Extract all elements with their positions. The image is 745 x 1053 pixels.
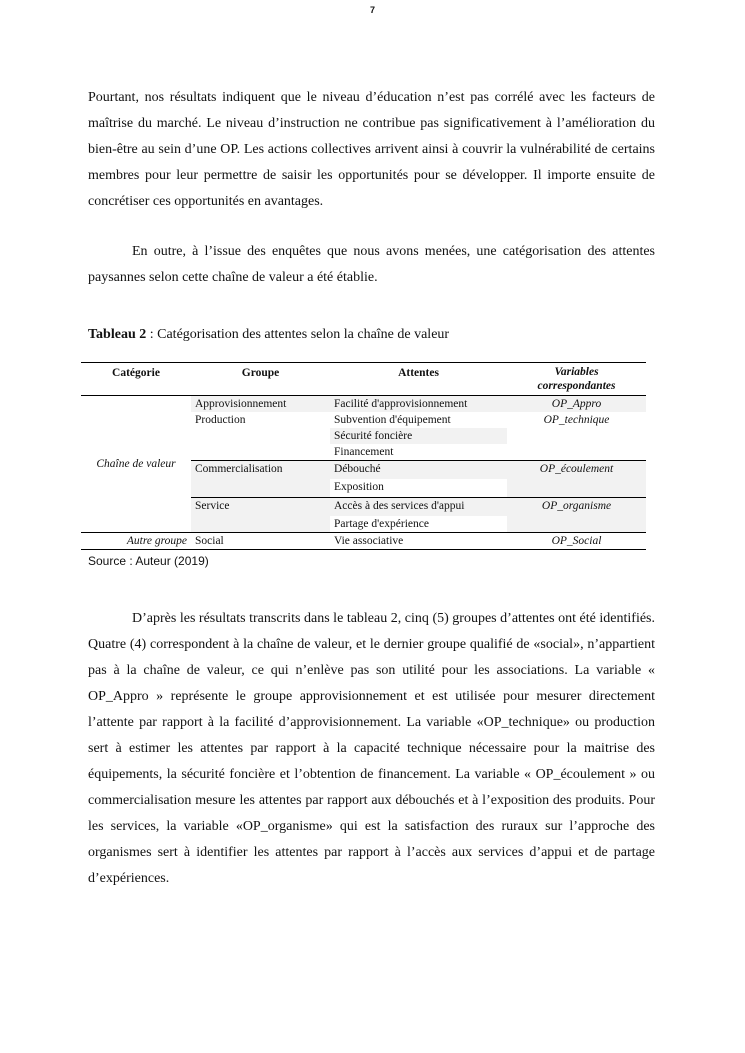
paragraph-2: En outre, à l’issue des enquêtes que nous avons menées, une catégorisation des attentes paysannes selon cette chaîne de valeur a été établie.: [88, 244, 655, 285]
paragraph-1: Pourtant, nos résultats indiquent que le niveau d’éducation n’est pas corrélé avec les facteurs de maîtrise du marché. Le niveau d’instruction ne contribue pas significativement à l’amélioration du bien-être au sein d’une OP. Les actions collectives arrivent ainsi à couvrir la vulnérabilité de certains membres pour leur permettre de saisir les opportunités pour se développer. Il importe ensuite de concrétiser ces opportunités en avantages.: [88, 90, 655, 209]
attente-service-2: Partage d'expérience: [330, 516, 507, 532]
groupe-appro: Approvisionnement: [191, 396, 330, 413]
header-variables: [507, 363, 646, 396]
table-header-row: [81, 363, 646, 396]
groupe-commercialisation: Commercialisation: [191, 461, 330, 498]
page-number: 7: [369, 5, 375, 15]
table-source: Source : Auteur (2019): [88, 554, 209, 568]
attente-commercialisation-1: Débouché: [330, 461, 507, 480]
variable-commercialisation: OP_écoulement: [507, 461, 646, 498]
groupe-service: Service: [191, 498, 330, 533]
attente-commercialisation-2: Exposition: [330, 479, 507, 498]
header-categorie: Catégorie: [81, 363, 191, 396]
expectations-table: [81, 362, 646, 550]
groupe-production: Production: [195, 414, 246, 426]
attente-social: Vie associative: [330, 533, 507, 550]
attente-production-2: Sécurité foncière: [330, 428, 507, 444]
header-variables-line2: correspondantes: [537, 380, 616, 392]
attente-production-1: Subvention d'équipement: [334, 414, 451, 426]
attente-appro: Facilité d'approvisionnement: [330, 396, 507, 413]
table-row: [81, 533, 646, 550]
header-groupe: Groupe: [191, 363, 330, 396]
header-variables-line1: Variables: [554, 366, 599, 378]
variable-service: OP_organisme: [507, 498, 646, 533]
category-value-chain: Chaîne de valeur: [96, 458, 176, 470]
table-caption: [88, 327, 449, 343]
variable-appro: OP_Appro: [507, 396, 646, 413]
attente-production-3: Financement: [334, 446, 394, 458]
table-caption-text: : Catégorisation des attentes selon la chaîne de valeur: [146, 327, 450, 342]
groupe-social: Social: [191, 533, 330, 550]
table-row: [81, 396, 646, 413]
category-other: Autre groupe: [81, 533, 191, 550]
paragraph-3: D’après les résultats transcrits dans le tableau 2, cinq (5) groupes d’attentes ont été identifiés. Quatre (4) correspondent à la chaîne de valeur, et le dernier groupe qualifié de «social», n’appartient pas à la chaîne de valeur, ce qui n’enlève pas son utilité pour les associations. La variable « OP_Appro » représente le groupe approvisionnement et est utilisée pour mesurer directement l’attente par rapport à la facilité d’approvisionnement. La variable «OP_technique» ou production sert à estimer les attentes par rapport à la capacité technique nécessaire pour la maitrise des équipements, la sécurité foncière et l’obtention de financement. La variable « OP_écoulement » ou commercialisation mesure les attentes par rapport aux débouchés et à l’exposition des produits. Pour les services, la variable «OP_organisme» qui est la satisfaction des ruraux sur l’approche des organismes sert à identifier les attentes par rapport à l’accès aux services d’appui et de partage d’expériences.: [88, 611, 655, 886]
variable-social: OP_Social: [507, 533, 646, 550]
variable-production: OP_technique: [543, 414, 610, 426]
attente-service-1: Accès à des services d'appui: [330, 498, 507, 517]
header-attentes: Attentes: [330, 363, 507, 396]
table-caption-label: Tableau 2: [88, 327, 147, 342]
